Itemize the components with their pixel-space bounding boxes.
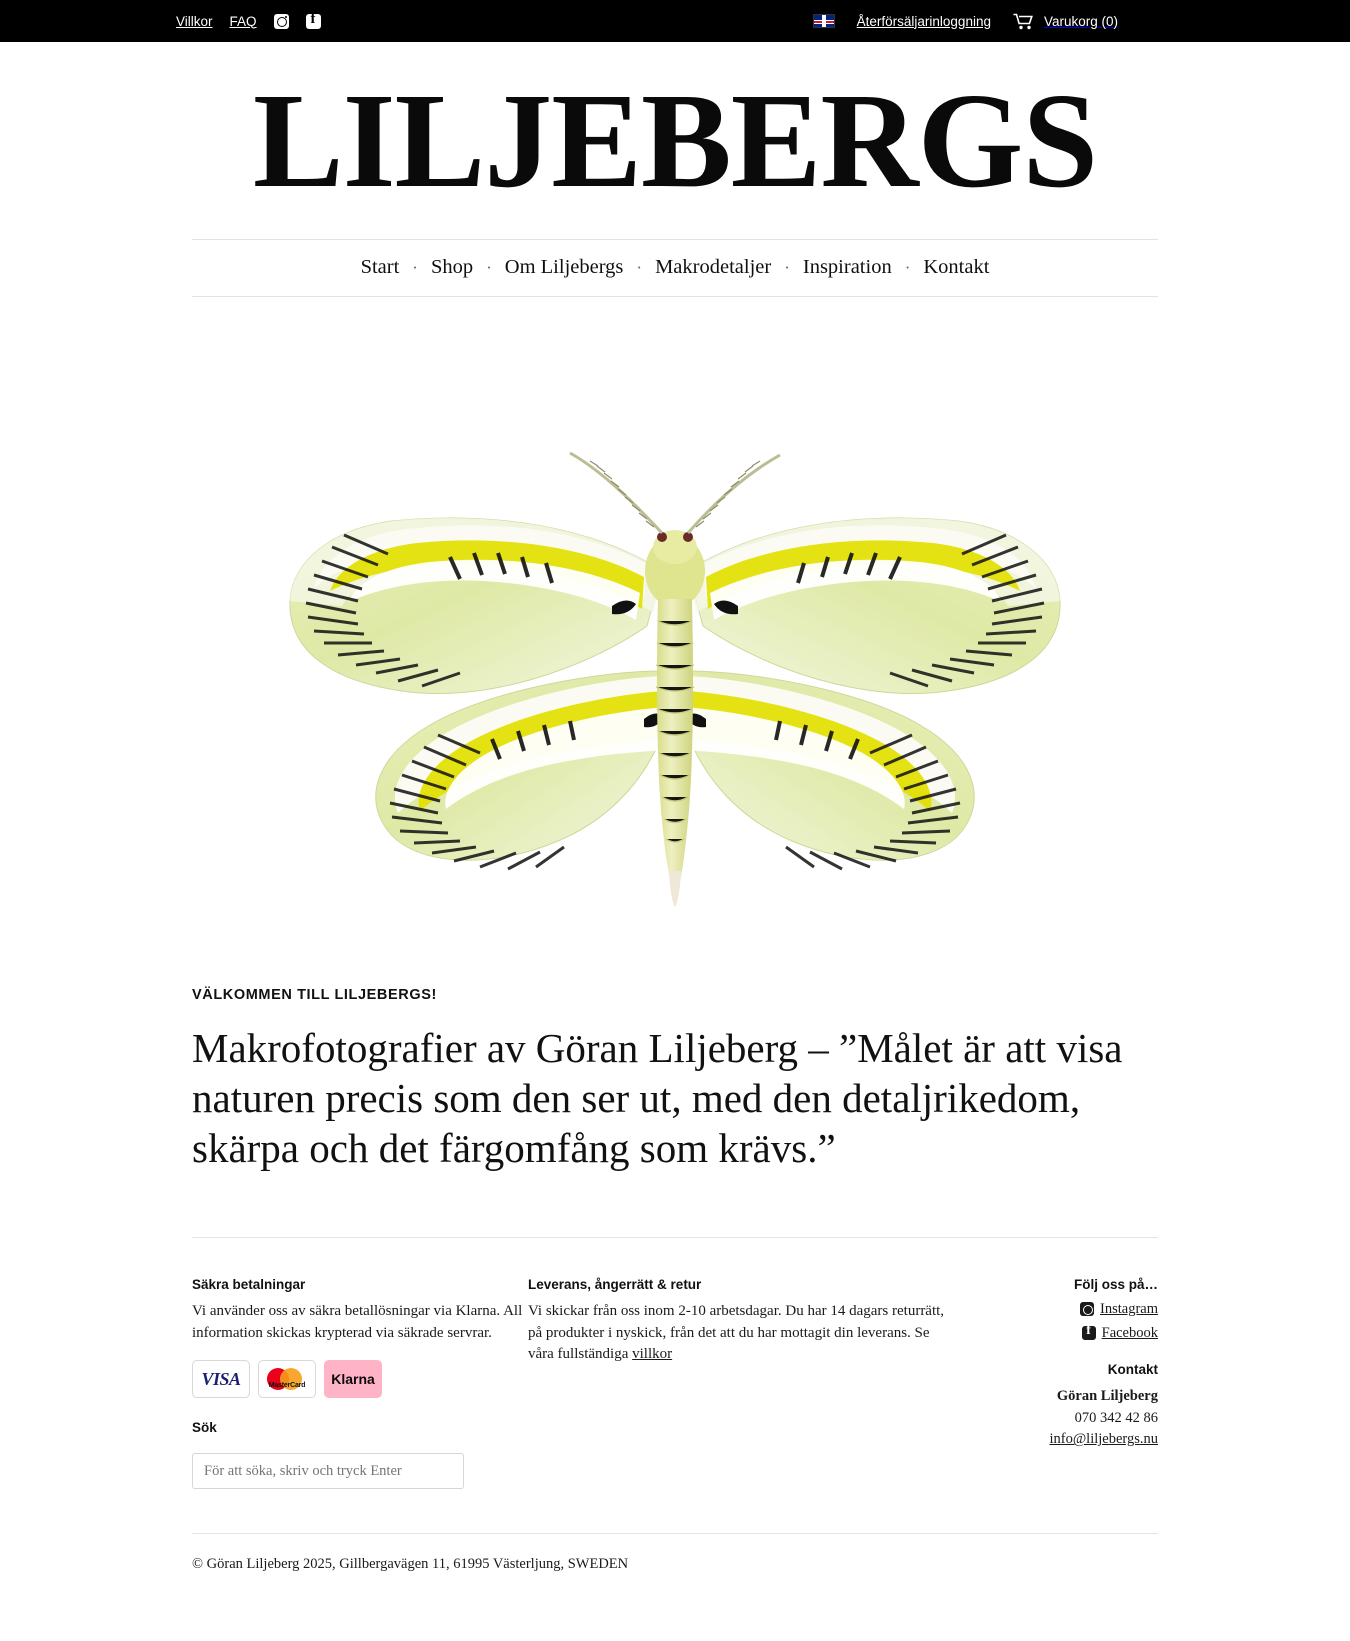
topbar-right-group (813, 13, 1118, 29)
follow-item-facebook[interactable] (1036, 1325, 1158, 1342)
contact-phone: 070 342 42 86 (1074, 1409, 1158, 1426)
facebook-icon[interactable] (306, 14, 321, 29)
instagram-link[interactable]: Instagram (1100, 1300, 1158, 1317)
contact-name: Göran Liljeberg (1056, 1387, 1158, 1404)
nav-separator: · (784, 257, 790, 277)
top-utility-bar (0, 0, 1350, 42)
copyright-bar (192, 1533, 1158, 1599)
footer-column-payments (192, 1277, 528, 1490)
follow-title: Följ oss på… (1073, 1276, 1158, 1292)
topbar-link-villkor[interactable]: Villkor (176, 13, 213, 29)
site-logo[interactable] (192, 42, 1158, 217)
follow-item-instagram[interactable] (1036, 1301, 1158, 1318)
search-input[interactable] (192, 1453, 464, 1489)
topbar-left-group (176, 14, 321, 29)
page-headline: Makrofotografier av Göran Liljeberg – ”Målet är att visa naturen precis som den ser ut, med den detaljrikedom, skärpa och det färgomfång som krävs.” (192, 1024, 1123, 1171)
content-divider (192, 1237, 1158, 1238)
nav-separator: · (412, 257, 418, 277)
instagram-icon[interactable] (274, 14, 289, 29)
payment-logos (192, 1360, 528, 1398)
visa-card-logo: VISA (192, 1360, 250, 1398)
payments-title: Säkra betalningar (192, 1276, 306, 1292)
shipping-terms-link[interactable]: villkor (632, 1346, 673, 1363)
page-root (0, 42, 1350, 1599)
nav-item-makrodetaljer[interactable]: Makrodetaljer (655, 256, 772, 279)
shipping-title: Leverans, ångerrätt & retur (528, 1276, 702, 1292)
site-footer (192, 1239, 1158, 1490)
welcome-eyebrow: VÄLKOMMEN TILL LILJEBERGS! (192, 986, 437, 1003)
nav-separator: · (636, 257, 643, 277)
contact-email-link[interactable]: info@liljebergs.nu (1049, 1431, 1158, 1448)
nav-separator: · (904, 257, 911, 277)
footer-column-shipping (528, 1277, 1036, 1490)
shipping-body (528, 1301, 946, 1366)
contact-title: Kontakt (1107, 1361, 1158, 1377)
nav-item-om-liljebergs[interactable]: Om Liljebergs (504, 256, 624, 279)
nav-item-inspiration[interactable]: Inspiration (802, 256, 892, 279)
mastercard-label: MasterCard (268, 1382, 306, 1390)
cart-label: Varukorg (0) (1043, 13, 1118, 29)
cart-button[interactable] (1013, 13, 1118, 29)
shopping-cart-icon (1013, 13, 1035, 29)
facebook-icon (1082, 1326, 1096, 1340)
hero-macro-photo-moth (192, 321, 1158, 951)
uk-flag-icon[interactable] (813, 14, 835, 28)
footer-column-follow (1036, 1277, 1158, 1490)
search-title: Sök (192, 1420, 217, 1436)
reseller-login-link[interactable]: Återförsäljarinloggning (856, 13, 991, 29)
facebook-link[interactable]: Facebook (1101, 1324, 1158, 1341)
nav-item-start[interactable]: Start (360, 256, 400, 279)
payments-body: Vi använder oss av säkra betallösningar via Klarna. All information skickas krypterad via säkrade servrar. (192, 1302, 523, 1341)
topbar-link-faq[interactable]: FAQ (229, 13, 257, 29)
shipping-body-text: Vi skickar från oss inom 2-10 arbetsdagar. Du har 14 dagars returrätt, på produkter i nyskick, från det att du har mottagit din leverans. Se våra fullständiga (528, 1302, 945, 1363)
klarna-card-logo: Klarna (324, 1360, 382, 1398)
content-container (192, 42, 1158, 1599)
instagram-icon (1080, 1302, 1094, 1316)
nav-separator: · (486, 257, 492, 277)
nav-item-kontakt[interactable]: Kontakt (923, 256, 990, 279)
nav-item-shop[interactable]: Shop (430, 256, 474, 279)
copyright-text: © Göran Liljeberg 2025, Gillbergavägen 11, 61995 Västerljung, SWEDEN (192, 1556, 629, 1573)
mastercard-card-logo (258, 1360, 316, 1398)
site-logo-text: LILJEBERGS (252, 66, 1098, 216)
main-navigation (192, 239, 1158, 297)
